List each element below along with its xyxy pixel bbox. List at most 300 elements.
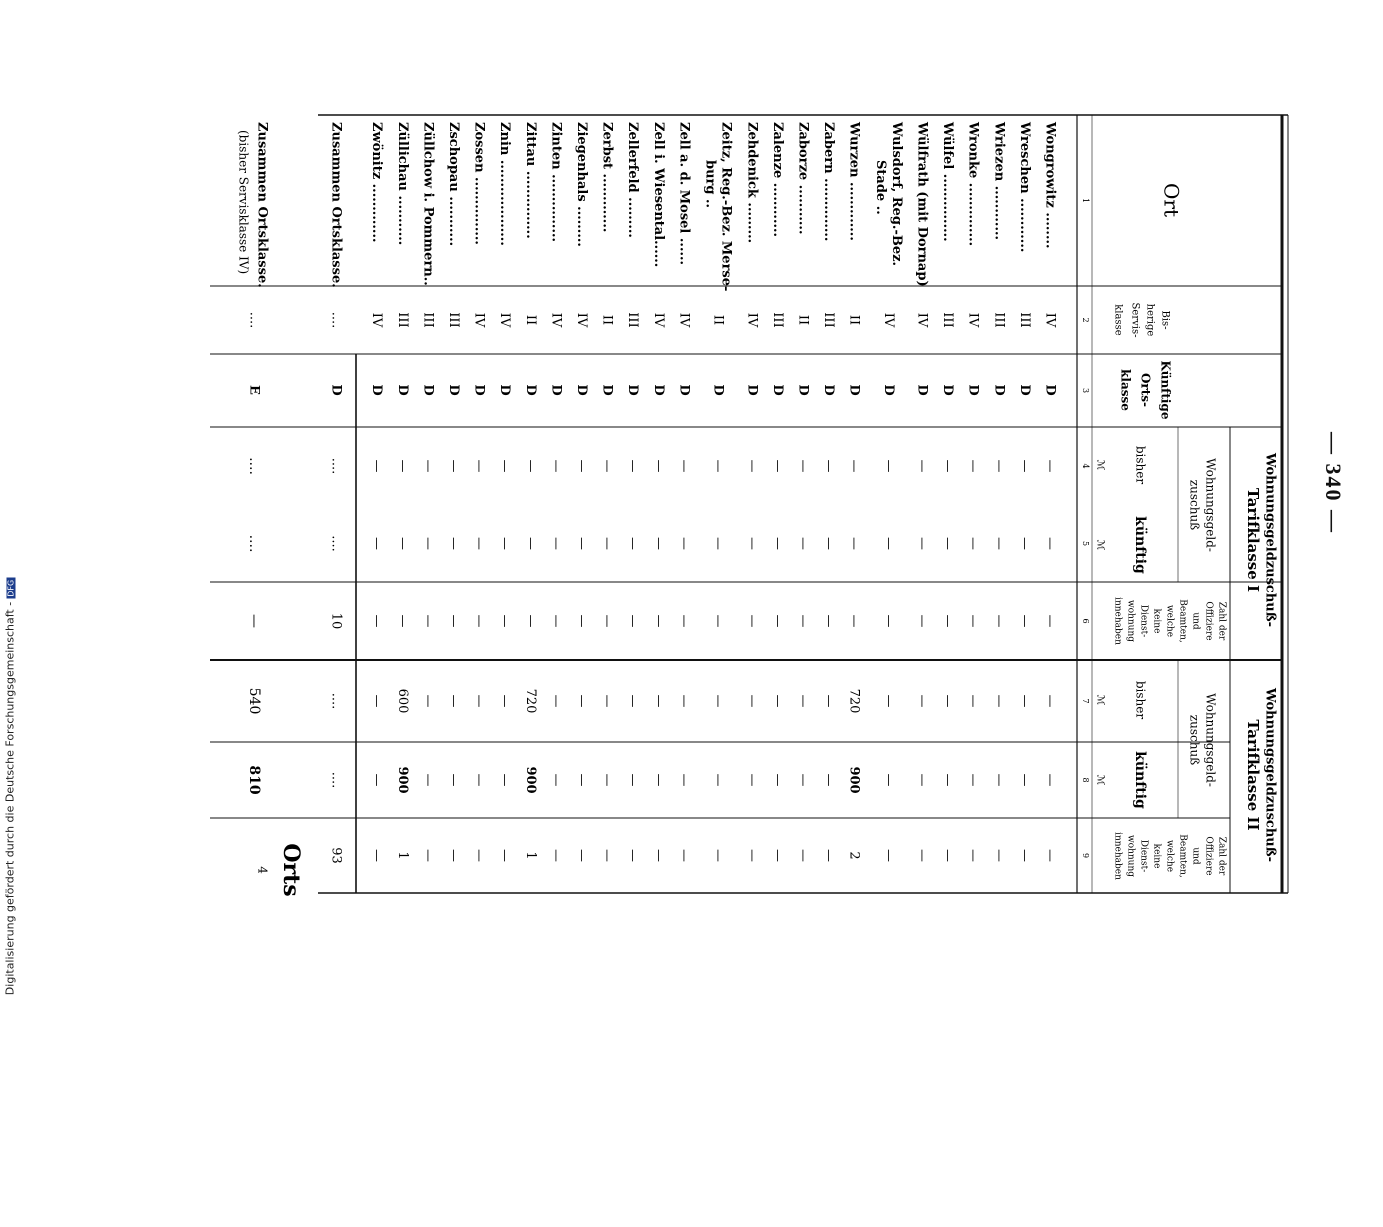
row-cell: — (625, 849, 641, 862)
row-orts: D (940, 384, 956, 396)
row-orts: D (548, 384, 564, 396)
header-count: innehaben (1112, 597, 1123, 645)
row-cell: — (625, 537, 641, 550)
row-cell: — (394, 459, 410, 473)
totals-cell: 93 (328, 847, 344, 864)
row-cell: — (880, 537, 896, 550)
row-cell: — (599, 614, 615, 628)
row-cell: — (769, 537, 785, 550)
row-cell: — (914, 459, 930, 473)
column-number: 4 (1081, 463, 1090, 469)
row-cell: — (650, 459, 666, 473)
header-servis: Servis- (1129, 302, 1141, 338)
row-orts: D (522, 384, 538, 396)
row-cell: 720 (846, 688, 862, 714)
row-cell: 720 (522, 688, 538, 714)
row-cell: — (676, 614, 692, 628)
row-cell: — (650, 773, 666, 787)
totals-cell: 810 (246, 765, 262, 795)
row-servis: IV (369, 312, 385, 328)
row-ort: Wulsdorf, Reg.-Bez. (888, 122, 904, 267)
row-cell: — (769, 614, 785, 628)
row-servis: IV (1042, 312, 1058, 328)
column-number: 6 (1081, 618, 1090, 624)
totals-orts: D (328, 384, 344, 396)
row-cell: — (1016, 459, 1032, 473)
header-count: keine (1151, 608, 1162, 634)
row-cell: — (599, 773, 615, 787)
row-cell: — (548, 459, 564, 473)
row-cell: — (650, 694, 666, 708)
row-cell: — (446, 537, 462, 550)
row-cell: — (369, 459, 385, 473)
totals-cell: .... (328, 535, 344, 552)
group1-title: Wohnungsgeldzuschuß- (1262, 452, 1278, 628)
row-cell: — (1016, 773, 1032, 787)
row-orts: D (369, 384, 385, 396)
row-ort: Zittau ............... (522, 122, 538, 239)
row-cell: — (574, 459, 590, 473)
row-cell: — (940, 459, 956, 473)
row-orts: D (795, 384, 811, 396)
row-cell: — (420, 849, 436, 862)
row-cell: — (1042, 459, 1058, 473)
row-cell: — (710, 694, 726, 708)
row-servis: IV (650, 312, 666, 328)
unit-mark: ℳ (1094, 774, 1106, 786)
row-cell: — (1016, 614, 1032, 628)
row-cell: — (599, 537, 615, 550)
row-cell: — (965, 773, 981, 787)
row-ort: Zellerfeld ......... (625, 122, 641, 238)
row-cell: — (574, 694, 590, 708)
row-cell: — (940, 537, 956, 550)
row-cell: — (599, 849, 615, 862)
row-cell: — (710, 459, 726, 473)
row-cell: — (880, 773, 896, 787)
row-servis: III (769, 312, 785, 328)
row-cell: — (574, 614, 590, 628)
row-cell: — (821, 537, 837, 550)
row-servis: IV (676, 312, 692, 328)
header-orts: Orts- (1138, 372, 1153, 408)
row-servis: II (846, 314, 862, 326)
row-cell: — (940, 849, 956, 862)
row-servis: IV (548, 312, 564, 328)
row-cell: — (676, 773, 692, 787)
row-cell: — (548, 773, 564, 787)
row-cell: — (795, 849, 811, 862)
totals-label-cont: (bisher Servisklasse IV) (236, 130, 251, 275)
totals-cell: .... (246, 534, 262, 553)
header-servis: herige (1144, 303, 1156, 337)
header-bisher: bisher (1133, 680, 1148, 720)
row-cell: — (676, 537, 692, 550)
row-cell: — (625, 614, 641, 628)
row-ort: Wronke .............. (965, 122, 981, 247)
row-servis: IV (914, 312, 930, 328)
row-cell: — (991, 849, 1007, 862)
row-cell: — (625, 773, 641, 787)
row-cell: — (676, 459, 692, 473)
column-number: 8 (1081, 777, 1090, 783)
row-orts: D (599, 384, 615, 396)
row-cell: — (744, 773, 760, 787)
header-count: welche (1164, 839, 1175, 873)
row-cell: — (991, 459, 1007, 473)
row-orts: D (710, 384, 726, 396)
totals-cell: .... (328, 457, 344, 475)
row-cell: — (522, 614, 538, 628)
page-number: — 340 — (1321, 432, 1346, 534)
group1-title: Tarifklasse I (1244, 488, 1262, 592)
totals-cell: — (246, 614, 262, 628)
row-ort: Zinten ............... (548, 122, 564, 243)
column-number: 5 (1081, 540, 1090, 547)
row-orts: D (914, 384, 930, 396)
row-cell: — (821, 694, 837, 708)
row-cell: 600 (394, 688, 410, 714)
row-ort: Ziegenhals ......... (574, 122, 590, 247)
row-ort: Zossen ............... (471, 122, 487, 245)
row-servis: IV (497, 312, 513, 328)
totals-label: Zusammen Ortsklasse. (328, 122, 344, 288)
totals-servis: .... (246, 311, 262, 329)
row-cell: — (795, 537, 811, 550)
row-ort: Zabern .............. (821, 122, 837, 242)
header-count: welche (1164, 604, 1175, 638)
row-cell: — (369, 849, 385, 862)
row-servis: III (625, 312, 641, 328)
row-servis: IV (574, 312, 590, 328)
row-cell: — (446, 849, 462, 862)
row-cell: — (676, 849, 692, 862)
header-count: Dienst- (1138, 604, 1149, 638)
totals-servis: .... (328, 311, 344, 329)
row-ort: Zehdenick ......... (744, 122, 760, 244)
row-cell: — (420, 773, 436, 787)
row-cell: — (965, 537, 981, 550)
row-cell: — (914, 849, 930, 862)
row-cell: — (710, 614, 726, 628)
row-cell: — (821, 773, 837, 787)
row-cell: — (710, 773, 726, 787)
row-ort: Zerbst ............. (599, 122, 615, 233)
row-cell: — (574, 849, 590, 862)
catchword: Orts (278, 843, 304, 897)
row-cell: — (914, 694, 930, 708)
row-cell: — (574, 773, 590, 787)
row-cell: — (744, 537, 760, 550)
row-cell: — (497, 459, 513, 473)
row-cell: — (446, 459, 462, 473)
group2-title: Tarifklasse II (1244, 719, 1262, 831)
row-cell: — (394, 614, 410, 628)
row-orts: D (880, 384, 896, 396)
header-count: wohnung (1125, 834, 1136, 878)
row-cell: — (965, 694, 981, 708)
group1-sub: zuschuß (1187, 479, 1202, 531)
row-cell: — (769, 773, 785, 787)
header-count: Beamten, (1177, 599, 1188, 643)
row-ort-cont: Stade .. (872, 160, 888, 215)
row-cell: — (497, 773, 513, 787)
row-cell: — (625, 694, 641, 708)
row-servis: IV (880, 312, 896, 328)
header-servis: klasse (1112, 304, 1124, 336)
row-ort: Züllchow i. Pommern.. (420, 122, 436, 286)
catchword-number: 4 (255, 866, 270, 874)
row-orts: D (574, 384, 590, 396)
row-cell: — (369, 537, 385, 550)
row-cell: — (991, 694, 1007, 708)
unit-mark: ℳ (1094, 694, 1106, 706)
row-cell: — (1016, 694, 1032, 708)
row-cell: — (650, 537, 666, 550)
row-cell: — (471, 773, 487, 787)
row-cell: — (420, 614, 436, 628)
totals-cell: 540 (246, 687, 262, 715)
row-cell: — (522, 459, 538, 473)
row-ort: Zaborze ........... (795, 122, 811, 235)
row-cell: — (744, 849, 760, 862)
totals-cell: .... (328, 692, 344, 710)
row-ort: Zalenze ............ (769, 122, 785, 238)
row-ort: Zeitz, Reg.-Bez. Merse- (718, 122, 734, 292)
row-cell: — (744, 614, 760, 628)
row-cell: — (446, 694, 462, 708)
header-count: Zahl der (1216, 836, 1227, 876)
header-count: Offiziere (1203, 836, 1214, 876)
row-ort: Zwönitz ............. (369, 122, 385, 243)
row-ort: Züllichau ........... (394, 122, 410, 246)
row-cell: — (471, 694, 487, 708)
row-cell: — (769, 694, 785, 708)
header-count: Dienst- (1138, 839, 1149, 873)
header-count: innehaben (1112, 832, 1123, 880)
header-orts: Künftige (1158, 360, 1173, 420)
row-cell: — (369, 773, 385, 787)
row-ort: Wreschen ............ (1016, 122, 1032, 253)
column-number: 1 (1081, 197, 1090, 204)
row-cell: — (599, 694, 615, 708)
totals-cell: .... (246, 457, 262, 475)
row-cell: — (548, 537, 564, 550)
totals-cell: 10 (328, 612, 344, 630)
row-cell: — (795, 773, 811, 787)
group2-title: Wohnungsgeldzuschuß- (1262, 687, 1278, 863)
header-kuenftig: künftig (1132, 516, 1148, 574)
header-servis: Bis- (1159, 310, 1171, 330)
row-cell: — (548, 694, 564, 708)
row-cell: — (795, 614, 811, 628)
group1-sub: Wohnungsgeld- (1203, 458, 1218, 552)
header-count: keine (1151, 843, 1162, 869)
row-cell: — (914, 537, 930, 550)
row-cell: — (880, 849, 896, 862)
row-orts: D (965, 384, 981, 396)
row-orts: D (497, 384, 513, 396)
column-number: 2 (1081, 317, 1090, 323)
row-servis: IV (965, 312, 981, 328)
unit-mark: ℳ (1094, 459, 1106, 471)
row-cell: — (1042, 849, 1058, 862)
row-cell: — (471, 537, 487, 550)
row-servis: III (991, 312, 1007, 328)
row-cell: — (497, 614, 513, 628)
row-orts: D (846, 384, 862, 396)
header-count: Offiziere (1203, 601, 1214, 641)
row-servis: III (394, 312, 410, 328)
row-cell: — (548, 849, 564, 862)
footer-text: Digitalisierung gefördert durch die Deutsche Forschungsgemeinschaft - (3, 601, 17, 996)
totals-orts: E (246, 385, 262, 395)
row-cell: — (497, 694, 513, 708)
row-orts: D (446, 384, 462, 396)
row-cell: — (625, 459, 641, 473)
row-cell: — (991, 537, 1007, 550)
row-servis: III (420, 312, 436, 328)
row-cell: — (795, 459, 811, 473)
unit-mark: ℳ (1094, 539, 1106, 551)
row-cell: — (574, 537, 590, 550)
row-cell: — (846, 537, 862, 550)
row-servis: IV (744, 312, 760, 328)
row-ort: Wriezen ............ (991, 122, 1007, 241)
header-bisher: bisher (1133, 445, 1148, 485)
group2-sub: zuschuß (1187, 714, 1202, 766)
header-orts: klasse (1118, 369, 1133, 411)
row-cell: — (914, 773, 930, 787)
row-servis: II (599, 314, 615, 326)
row-cell: — (650, 614, 666, 628)
row-cell: — (991, 773, 1007, 787)
row-servis: II (522, 314, 538, 326)
row-ort-cont: burg .. (702, 160, 718, 209)
row-cell: — (446, 773, 462, 787)
row-servis: IV (471, 312, 487, 328)
row-cell: — (548, 614, 564, 628)
header-count: wohnung (1125, 599, 1136, 643)
row-cell: — (940, 694, 956, 708)
row-cell: — (471, 459, 487, 473)
row-cell: — (965, 849, 981, 862)
row-cell: — (369, 614, 385, 628)
header-count: und (1190, 847, 1201, 865)
row-cell: 2 (846, 851, 862, 860)
row-cell: 1 (394, 851, 410, 860)
row-orts: D (744, 384, 760, 396)
row-servis: III (446, 312, 462, 328)
row-orts: D (821, 384, 837, 396)
row-ort: Zschopau ........... (446, 122, 462, 247)
row-cell: — (599, 459, 615, 473)
row-ort: Wongrowitz ........ (1042, 122, 1058, 249)
row-cell: 900 (394, 766, 410, 794)
group2-sub: Wohnungsgeld- (1203, 693, 1218, 787)
row-orts: D (991, 384, 1007, 396)
row-cell: — (795, 694, 811, 708)
row-cell: — (446, 614, 462, 628)
row-cell: — (769, 849, 785, 862)
row-cell: — (821, 614, 837, 628)
row-cell: — (1016, 849, 1032, 862)
row-cell: — (497, 849, 513, 862)
row-ort: Zell i. Wiesental...... (650, 122, 666, 268)
row-cell: — (1042, 537, 1058, 550)
row-cell: — (497, 537, 513, 550)
row-cell: — (394, 537, 410, 550)
row-cell: — (846, 614, 862, 628)
row-orts: D (650, 384, 666, 396)
row-cell: — (821, 849, 837, 862)
row-cell: — (846, 459, 862, 473)
row-cell: — (369, 694, 385, 708)
header-count: Zahl der (1216, 601, 1227, 641)
totals-cell: .... (328, 771, 344, 789)
totals-label: Zusammen Ortsklasse. (254, 122, 270, 288)
row-cell: — (965, 614, 981, 628)
row-ort: Zell a. d. Mosel ...... (676, 122, 692, 266)
row-ort: Wurzen ............. (846, 122, 862, 241)
row-cell: — (769, 459, 785, 473)
footer-credit (4, 347, 17, 1227)
column-number: 3 (1081, 387, 1090, 394)
dfg-logo: DFG (6, 579, 16, 597)
row-servis: III (821, 312, 837, 328)
row-ort: Znin ................... (497, 122, 513, 246)
header-kuenftig: künftig (1132, 751, 1148, 809)
row-cell: 1 (522, 851, 538, 860)
row-servis: III (940, 312, 956, 328)
row-orts: D (676, 384, 692, 396)
row-cell: — (1016, 537, 1032, 550)
row-cell: — (914, 614, 930, 628)
header-count: und (1190, 612, 1201, 630)
row-orts: D (471, 384, 487, 396)
row-ort: Wülfrath (mit Dornap) (914, 122, 930, 287)
row-cell: — (522, 537, 538, 550)
row-cell: 900 (846, 766, 862, 794)
row-cell: — (471, 614, 487, 628)
row-cell: — (940, 614, 956, 628)
row-servis: II (795, 314, 811, 326)
row-cell: — (420, 459, 436, 473)
column-number: 7 (1081, 698, 1090, 704)
row-ort: Wülfel ............... (940, 122, 956, 242)
row-orts: D (420, 384, 436, 396)
column-number: 9 (1081, 852, 1090, 859)
row-cell: — (880, 694, 896, 708)
row-cell: — (880, 459, 896, 473)
row-cell: — (1042, 773, 1058, 787)
row-cell: 900 (522, 766, 538, 794)
row-cell: — (965, 459, 981, 473)
row-servis: III (1016, 312, 1032, 328)
row-cell: — (710, 537, 726, 550)
row-cell: — (940, 773, 956, 787)
row-orts: D (769, 384, 785, 396)
row-orts: D (394, 384, 410, 396)
row-cell: — (650, 849, 666, 862)
row-orts: D (1042, 384, 1058, 396)
header-count: Beamten, (1177, 834, 1188, 878)
row-cell: — (744, 694, 760, 708)
row-cell: — (744, 459, 760, 473)
row-cell: — (1042, 614, 1058, 628)
row-cell: — (991, 614, 1007, 628)
row-cell: — (1042, 694, 1058, 708)
